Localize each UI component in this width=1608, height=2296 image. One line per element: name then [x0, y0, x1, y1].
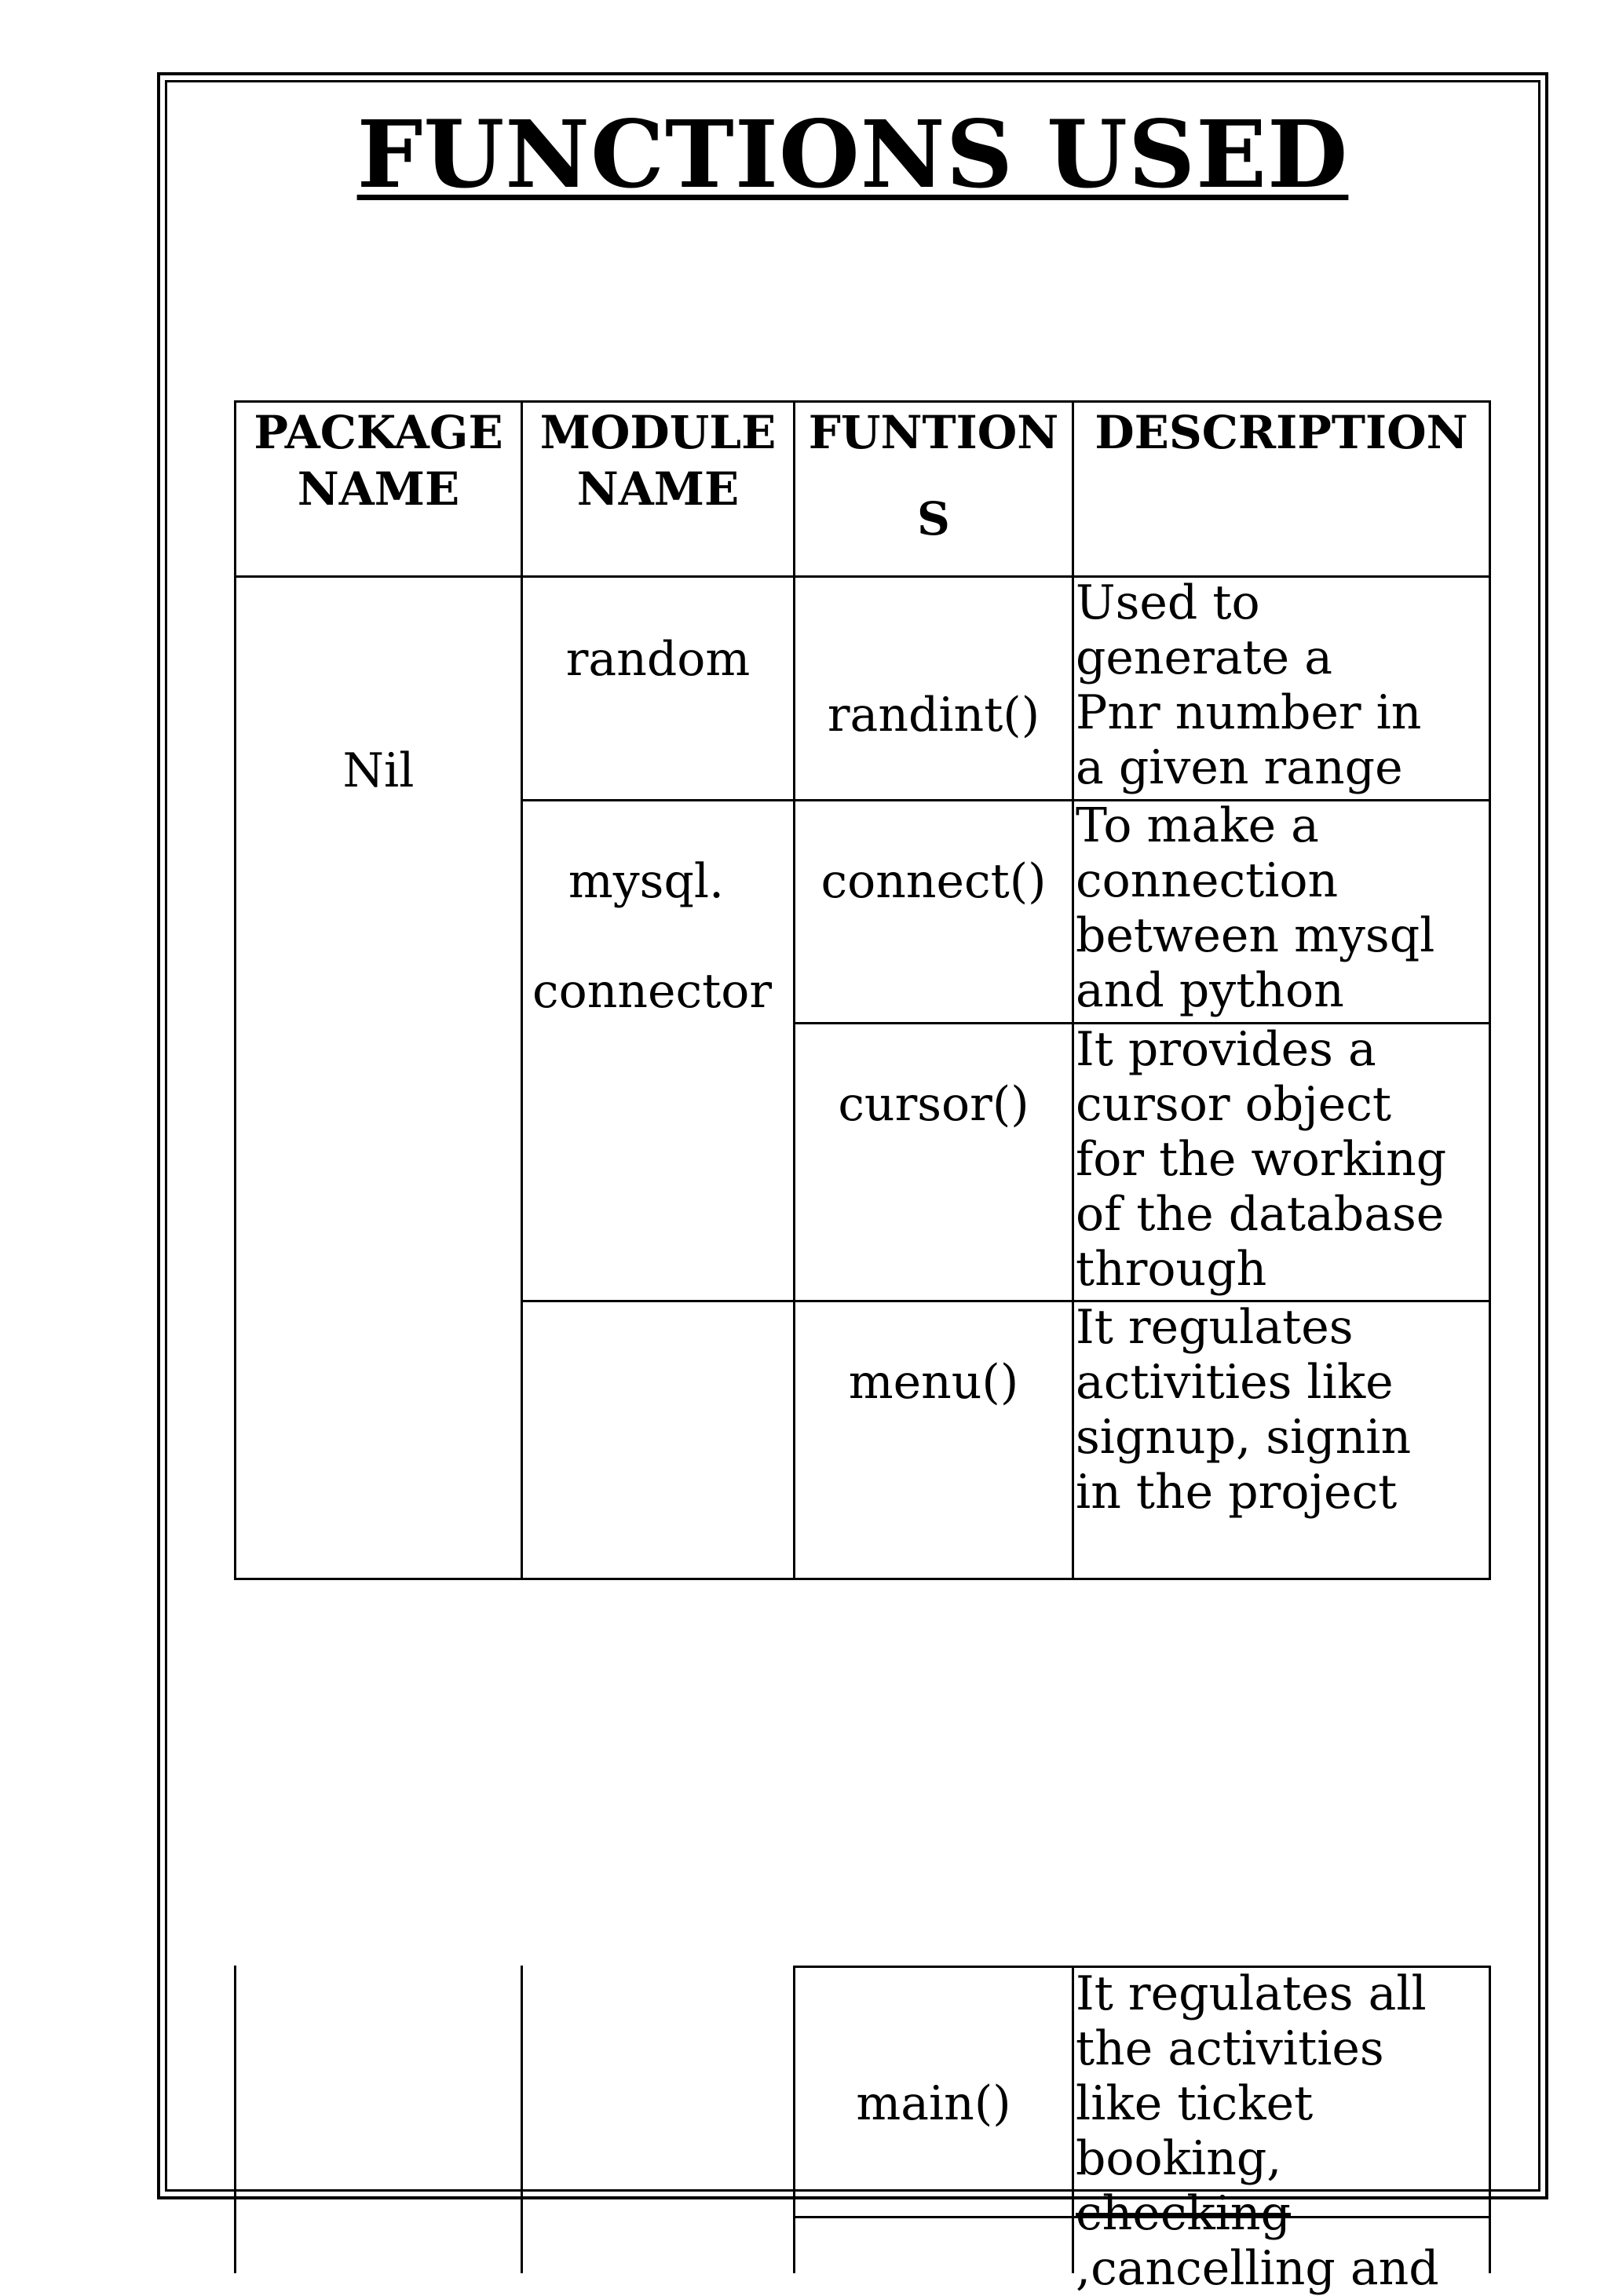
description-main: It regulates all the activities like ticket booking, checking ,cancelling and [1076, 1966, 1439, 2296]
function-main: main() [856, 2076, 1011, 2131]
description-connect: To make a connection between mysql and python [1076, 798, 1435, 1018]
header-module-name [523, 404, 793, 517]
header-module-line2: NAME [576, 462, 740, 516]
header-functions [795, 404, 1072, 547]
module-random: random [565, 632, 751, 687]
header-functions-line2: S [917, 492, 950, 546]
header-module-line1: MODULE [539, 406, 777, 459]
function-menu: menu() [848, 1355, 1019, 1410]
header-functions-line1: FUNTION [808, 406, 1059, 459]
header-package-line1: PACKAGE [254, 406, 503, 459]
page-title: FUNCTIONS USED [356, 100, 1349, 209]
header-description: DESCRIPTION [1095, 406, 1468, 459]
header-package-line2: NAME [297, 462, 460, 516]
description-menu: It regulates activities like signup, signin in the project [1076, 1300, 1412, 1520]
header-package-name [236, 404, 521, 517]
function-cursor: cursor() [838, 1077, 1029, 1132]
description-cursor: It provides a cursor object for the working of the database through [1076, 1022, 1447, 1297]
function-connect: connect() [820, 854, 1047, 909]
module-mysql-connector: mysql. connector [532, 854, 773, 1019]
description-randint: Used to generate a Pnr number in a given range [1076, 575, 1422, 795]
package-name-cell: Nil [342, 743, 415, 798]
function-randint: randint() [827, 688, 1040, 743]
